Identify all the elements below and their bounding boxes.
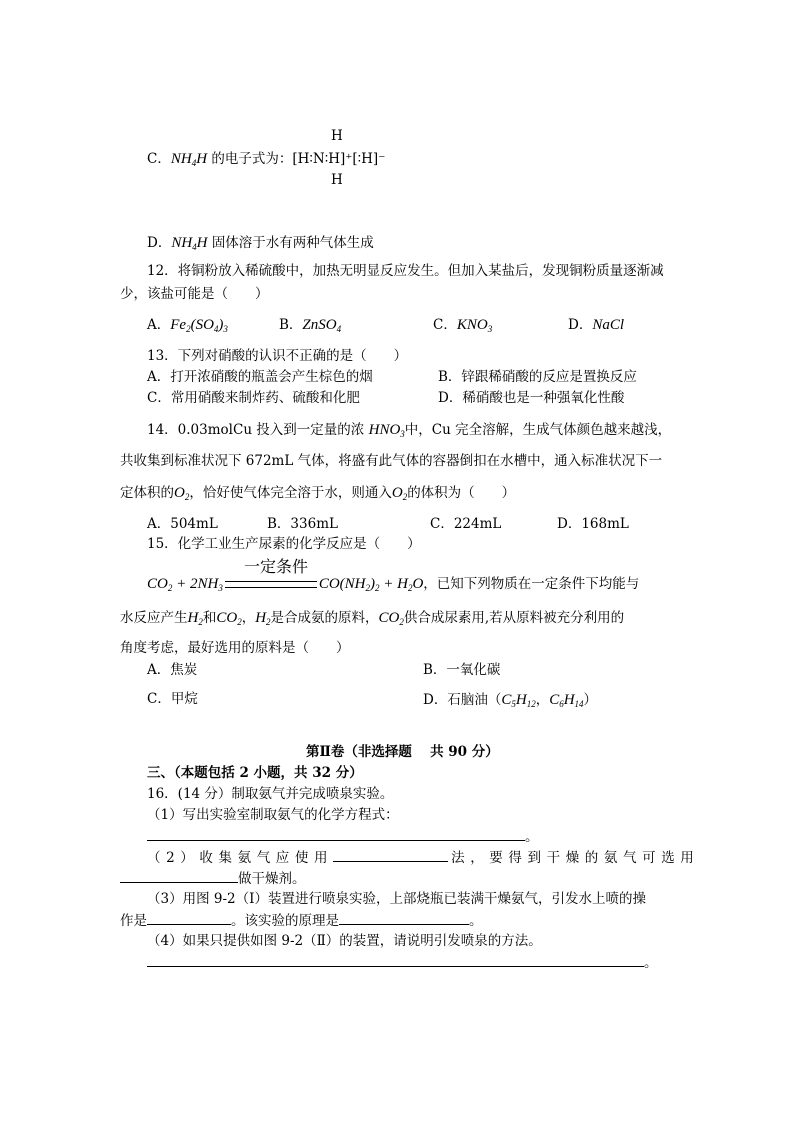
answer-blank[interactable] — [333, 849, 448, 862]
q13-option-c: C．常用硝酸来制炸药、硫酸和化肥 — [147, 390, 360, 406]
q14-option-c: C．224mL — [430, 516, 502, 532]
q11-option-c — [147, 150, 385, 169]
q15-d-pre: D．石脑油（ — [423, 692, 502, 708]
q12-option-a — [147, 316, 228, 335]
formula-o2: $O_2$ — [391, 485, 408, 502]
q14-line3-post: 的体积为（ ） — [407, 485, 516, 501]
formula-nacl: NaCl — [592, 317, 625, 333]
period: 。 — [469, 913, 483, 929]
q12-b-label: B． — [279, 317, 303, 333]
q15-line2-post: ，已知下列物质在一定条件下均能与 — [423, 576, 640, 592]
q13-option-a: A．打开浓硝酸的瓶盖会产生棕色的烟 — [147, 369, 373, 385]
q15-line3-and: 和 — [202, 610, 217, 626]
q14-option-b: B．336mL — [267, 516, 338, 532]
q15-d-post: ） — [583, 692, 598, 708]
q16-p3-c: 。该实验的原理是 — [231, 913, 339, 929]
q15-reaction-condition: 一定条件 — [244, 557, 309, 576]
q14-stem-line2: 共收集到标准状况下 672mL 气体，将盛有此气体的容器倒扣在水槽中，通入标准状况下一 — [120, 453, 663, 469]
q14-option-d: D．168mL — [557, 516, 629, 532]
q11-option-d — [147, 234, 374, 253]
q13-stem: 13．下列对硝酸的认识不正确的是（ ） — [147, 348, 408, 364]
nh4h-electron-formula: [H∶N∶H]⁺[∶H]⁻ — [292, 151, 386, 167]
q11-c-prefix: C． — [147, 151, 171, 167]
formula-o2: $O_2$ — [174, 485, 190, 502]
formula-hno3: $HNO_3$ — [368, 422, 405, 439]
q14-stem-line3 — [120, 484, 515, 503]
q14-option-a: A．504mL — [147, 516, 218, 532]
q14-line1-pre: 14．0.03molCu 投入到一定量的浓 — [147, 422, 365, 438]
q16-p2-a: （2）收集氨气应使用 — [147, 850, 334, 866]
q15-line3-post: 供合成尿素用,若从原料被充分利用的 — [403, 610, 625, 626]
q15-option-c: C．甲烷 — [147, 691, 198, 707]
equation-products: $CO(NH_2)_2 + H_2O$ — [318, 576, 424, 593]
q11-d-prefix: D． — [147, 235, 172, 251]
q15-equation-line — [147, 575, 639, 594]
q15-line3-pre: 水反应产生 — [120, 610, 188, 626]
q15-d-sep: ， — [535, 692, 550, 708]
formula-h2: $H_2$ — [255, 610, 271, 627]
formula-co2: $CO_2$ — [216, 610, 242, 627]
q16-p2-b: 法，要得到干燥的氨气可选用 — [451, 850, 700, 866]
equation-reactants: $CO_2 + 2NH_3$ — [147, 576, 223, 593]
q16-part1-answer — [147, 828, 539, 845]
q13-option-d: D．稀硝酸也是一种强氧化性酸 — [438, 390, 625, 406]
section-heading: 三、（本题包括 2 小题，共 32 分） — [147, 765, 363, 781]
q15-option-d — [423, 691, 597, 710]
q15-line3-mid2: 是合成氨的原料， — [270, 610, 379, 626]
answer-blank[interactable] — [147, 828, 525, 841]
formula-nh4h: $NH_4H$ — [170, 151, 208, 168]
q14-stem-line1 — [147, 421, 671, 440]
q16-part1: （1）写出实验室制取氨气的化学方程式： — [147, 807, 399, 823]
equation-equals-sign — [225, 581, 317, 588]
formula-co2: $CO_2$ — [378, 610, 404, 627]
answer-blank[interactable] — [120, 870, 238, 883]
q16-p3-b: 作是 — [120, 913, 147, 929]
q14-line3-mid: ，恰好使气体完全溶于水，则通入 — [189, 485, 392, 501]
q13-option-b: B．锌跟稀硝酸的反应是置换反应 — [438, 369, 637, 385]
period: 。 — [644, 955, 658, 971]
q11-d-text: 固体溶于水有两种气体生成 — [211, 235, 374, 251]
q16-part4: （4）如果只提供如图 9-2（Ⅱ）的装置，请说明引发喷泉的方法。 — [147, 933, 542, 949]
q12-a-label: A． — [147, 317, 171, 333]
q14-line1-post: 中，Cu 完全溶解，生成气体颜色越来越浅， — [404, 422, 672, 438]
q14-line3-pre: 定体积的 — [120, 485, 174, 501]
formula-h2: $H_2$ — [187, 610, 203, 627]
q12-option-d — [568, 316, 624, 334]
q15-option-a: A．焦炭 — [147, 662, 198, 678]
q16-part3-line2 — [120, 912, 483, 929]
q15-stem-line4: 角度考虑，最好选用的原料是（ ） — [120, 640, 350, 656]
q16-part2-line2 — [120, 870, 306, 887]
formula-fe2so43: $Fe_2(SO_4)_3$ — [170, 317, 228, 334]
q12-stem-line2: 少，该盐可能是（ ） — [120, 286, 269, 302]
formula-kno3: $KNO_3$ — [456, 317, 493, 334]
q15-line3-mid: ， — [241, 610, 256, 626]
q12-option-b — [279, 316, 341, 335]
q15-option-b: B．一氧化碳 — [423, 662, 501, 678]
q15-stem: 15．化学工业生产尿素的化学反应是（ ） — [147, 536, 421, 552]
q16-part4-answer — [147, 954, 658, 971]
formula-nh4h: $NH_4H$ — [171, 235, 208, 252]
q16-part2-line1 — [147, 849, 699, 866]
answer-blank[interactable] — [339, 912, 469, 925]
answer-blank[interactable] — [147, 912, 231, 925]
q16-part3-line1: （3）用图 9-2（Ⅰ）装置进行喷泉实验，上部烧瓶已装满干燥氨气，引发水上喷的操 — [147, 891, 646, 907]
formula-c5h12: $C_5H_{12}$ — [501, 692, 536, 709]
q12-d-label: D． — [568, 317, 593, 333]
period: 。 — [525, 829, 539, 845]
q11-c-text: 的电子式为： — [211, 151, 293, 167]
formula-c6h14: $C_6H_{14}$ — [549, 692, 584, 709]
q16-stem: 16．(14 分）制取氨气并完成喷泉实验。 — [147, 786, 394, 802]
q12-option-c — [433, 316, 492, 335]
nh4h-electron-h-top: H — [331, 128, 343, 144]
formula-znso4: ZnSO$_4$ — [302, 317, 342, 334]
nh4h-electron-h-bottom: H — [331, 172, 343, 188]
q15-stem-line3 — [120, 609, 624, 628]
q12-stem-line1: 12．将铜粉放入稀硫酸中，加热无明显反应发生。但加入某盐后，发现铜粉质量逐渐减 — [147, 263, 664, 279]
q12-c-label: C． — [433, 317, 457, 333]
q16-p2-c: 做干燥剂。 — [238, 871, 306, 887]
answer-blank[interactable] — [147, 954, 644, 967]
section-title: 第Ⅱ卷（非选择题 共 90 分） — [306, 744, 499, 760]
